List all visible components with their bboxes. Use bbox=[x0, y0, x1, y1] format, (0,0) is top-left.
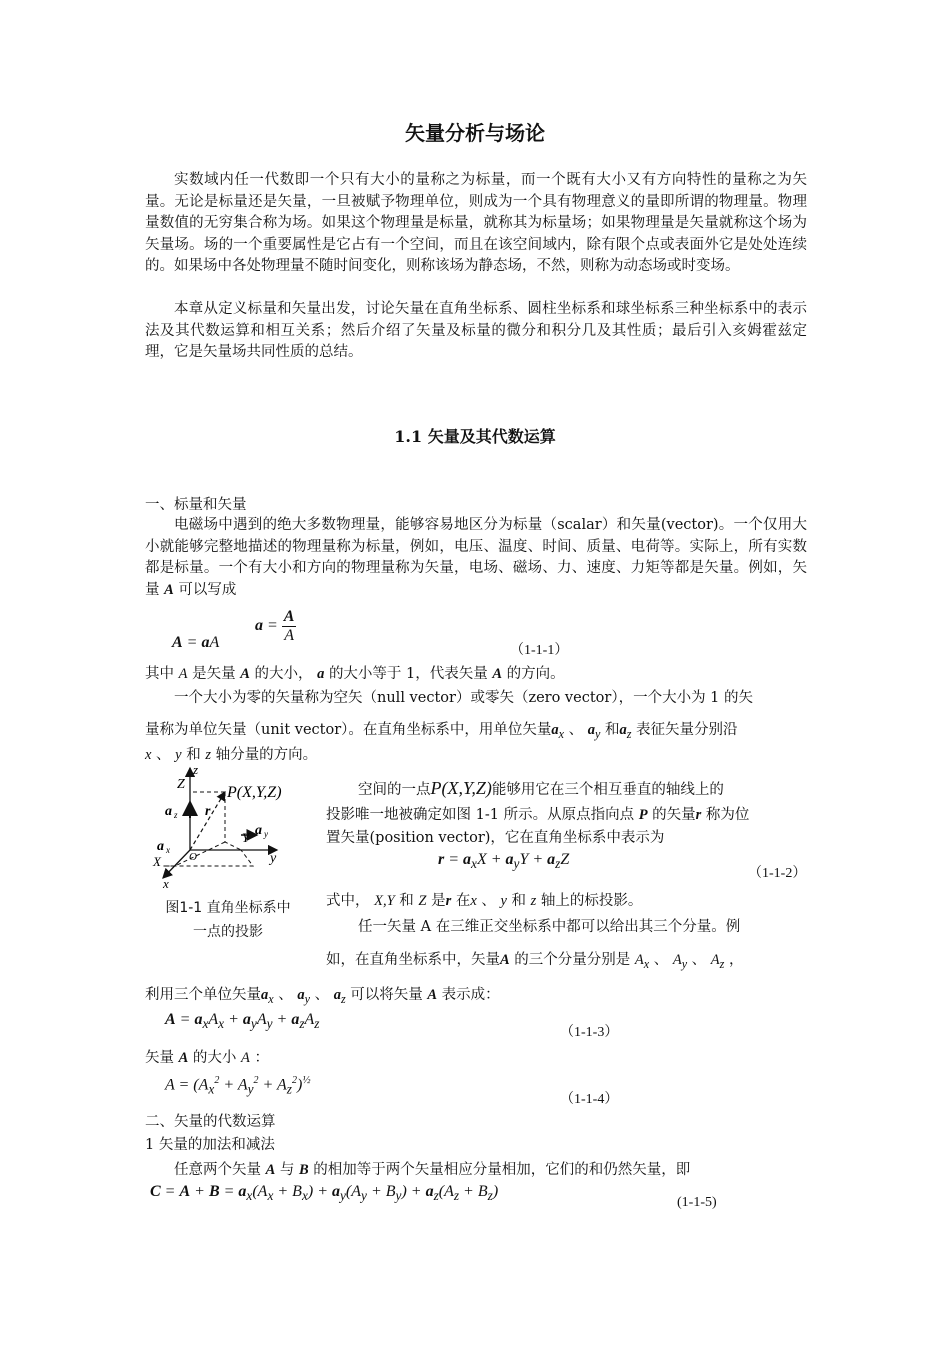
equation-number-1-1-1: （1-1-1） bbox=[510, 643, 569, 658]
figure-text-line1: 空间的一点P(X,Y,Z)能够用它在三个相互垂直的轴线上的 bbox=[358, 778, 724, 798]
paragraph-unit-vector-line3: x 、 y 和 z 轴分量的方向。 bbox=[145, 747, 318, 763]
svg-text:y: y bbox=[264, 829, 268, 839]
equation-1-1-1a: A = aA bbox=[172, 634, 220, 651]
svg-text:z: z bbox=[193, 762, 199, 777]
equation-1-1-1b: a = $\frac{A}{A}$ bbox=[255, 608, 295, 644]
subsection-heading-2: 二、矢量的代数运算 bbox=[145, 1114, 276, 1130]
subsection-heading-1: 一、标量和矢量 bbox=[145, 497, 247, 513]
paragraph-unit-vector-line2: 量称为单位矢量（unit vector）。在直角坐标系中，用单位矢量$a_x$ 、 $a_y$ 和$a_z$ 表征矢量分别沿 bbox=[145, 722, 738, 741]
paragraph-unit-direction: 其中 A 是矢量 A 的大小， a 的大小等于 1，代表矢量 A 的方向。 bbox=[145, 666, 565, 682]
svg-text:a: a bbox=[255, 823, 262, 838]
figure-text-line3: 置矢量(position vector)，它在直角坐标系中表示为 bbox=[326, 830, 665, 846]
equation-number-1-1-2: （1-1-2） bbox=[748, 866, 807, 881]
position-vector-r bbox=[190, 792, 225, 850]
equation-number-1-1-4: （1-1-4） bbox=[560, 1092, 619, 1107]
svg-text:Y: Y bbox=[242, 830, 250, 845]
svg-text:x: x bbox=[163, 876, 169, 891]
figure-text-line2: 投影唯一地被确定如图 1-1 所示。从原点指向点 P 的矢量r 称为位 bbox=[326, 807, 750, 823]
equation-1-1-5: $C = A + B = a_x(A_x + B_x) + a_y(A_y + B_y) + a_z(A_z + B_z)$ bbox=[150, 1183, 499, 1204]
paragraph-unit-vector-line1: 一个大小为零的矢量称为空矢（null vector）或零矢（zero vector），一个大小为 1 的矢 bbox=[174, 690, 754, 706]
svg-text:r: r bbox=[205, 804, 211, 819]
page-title: 矢量分析与场论 bbox=[405, 121, 545, 145]
figure-text-line6: 如，在直角坐标系中，矢量A 的三个分量分别是 $A_x$ 、 $A_y$ 、 $A_z$ ， bbox=[326, 952, 744, 971]
svg-text:a: a bbox=[165, 804, 172, 819]
svg-text:O: O bbox=[189, 851, 197, 863]
paragraph-unit-decomposition: 利用三个单位矢量$a_x$ 、 $a_y$ 、 $a_z$ 可以将矢量 A 表示成： bbox=[145, 987, 500, 1006]
equation-1-1-4: $A = (A_x^2 + A_y^2 + A_z^2)^{\frac{1}{2}}$ bbox=[165, 1074, 311, 1097]
svg-text:P(X,Y,Z): P(X,Y,Z) bbox=[227, 784, 282, 801]
figure-text-line5: 任一矢量 A 在三维正交坐标系中都可以给出其三个分量。例 bbox=[358, 919, 741, 935]
equation-number-1-1-3: （1-1-3） bbox=[560, 1025, 619, 1040]
cartesian-projection-figure bbox=[145, 762, 315, 892]
equation-1-1-3: $A = a_xA_x + a_yA_y + a_zA_z$ bbox=[165, 1011, 320, 1032]
equation-number-1-1-5: (1-1-5) bbox=[677, 1195, 717, 1210]
paragraph-vector-addition: 任意两个矢量 A 与 B 的相加等于两个矢量相应分量相加，它们的和仍然矢量，即 bbox=[174, 1162, 691, 1178]
paragraph-scalar-vector: 电磁场中遇到的绝大多数物理量，能够容易地区分为标量（scalar）和矢量(vector)。一个仅用大小就能够完整地描述的物理量称为标量，例如，电压、温度、时间、质量、电荷等。实际上，所有实数都是标量。一个有大小和方向的物理量称为矢量，电场、磁场、力、速度、力矩等都是矢量。例如，矢量 A 可以写成 bbox=[145, 517, 807, 598]
subsection-item-1: 1 矢量的加法和减法 bbox=[145, 1137, 275, 1153]
svg-text:X: X bbox=[153, 854, 161, 869]
svg-text:Z: Z bbox=[177, 777, 185, 792]
intro-paragraph-1: 实数域内任一代数即一个只有大小的量称之为标量，而一个既有大小又有方向特性的量称之为矢量。无论是标量还是矢量，一旦被赋予物理单位，则成为一个具有物理意义的量即所谓的物理量。物理量数值的无穷集合称为场。如果这个物理量是标量，就称其为标量场；如果物理量是矢量就称这个场为矢量场。场的一个重要属性是它占有一个空间，而且在该空间域内，除有限个点或表面外它是处处连续的。如果场中各处物理量不随时间变化，则称该场为静态场，不然，则称为动态场或时变场。 bbox=[145, 172, 807, 274]
paragraph-magnitude: 矢量 A 的大小 A ： bbox=[145, 1050, 269, 1066]
figure-text-line4: 式中， X,Y 和 Z 是r 在x 、 y 和 z 轴上的标投影。 bbox=[326, 893, 643, 909]
svg-text:z: z bbox=[174, 810, 178, 820]
intro-paragraph-2: 本章从定义标量和矢量出发，讨论矢量在直角坐标系、圆柱坐标系和球坐标系三种坐标系中的表示法及其代数运算和相互关系；然后介绍了矢量及标量的微分和积分几及其性质；最后引入亥姆霍兹定理，它是矢量场共同性质的总结。 bbox=[145, 301, 807, 360]
section-title: 1.1 矢量及其代数运算 bbox=[394, 427, 556, 446]
svg-text:y: y bbox=[270, 851, 277, 866]
figure-caption: 图1-1 直角坐标系中 一点的投影 bbox=[165, 900, 291, 940]
svg-text:x: x bbox=[166, 845, 170, 855]
equation-1-1-2: $r = a_xX + a_yY + a_zZ$ bbox=[438, 851, 570, 872]
svg-text:a: a bbox=[157, 839, 164, 854]
